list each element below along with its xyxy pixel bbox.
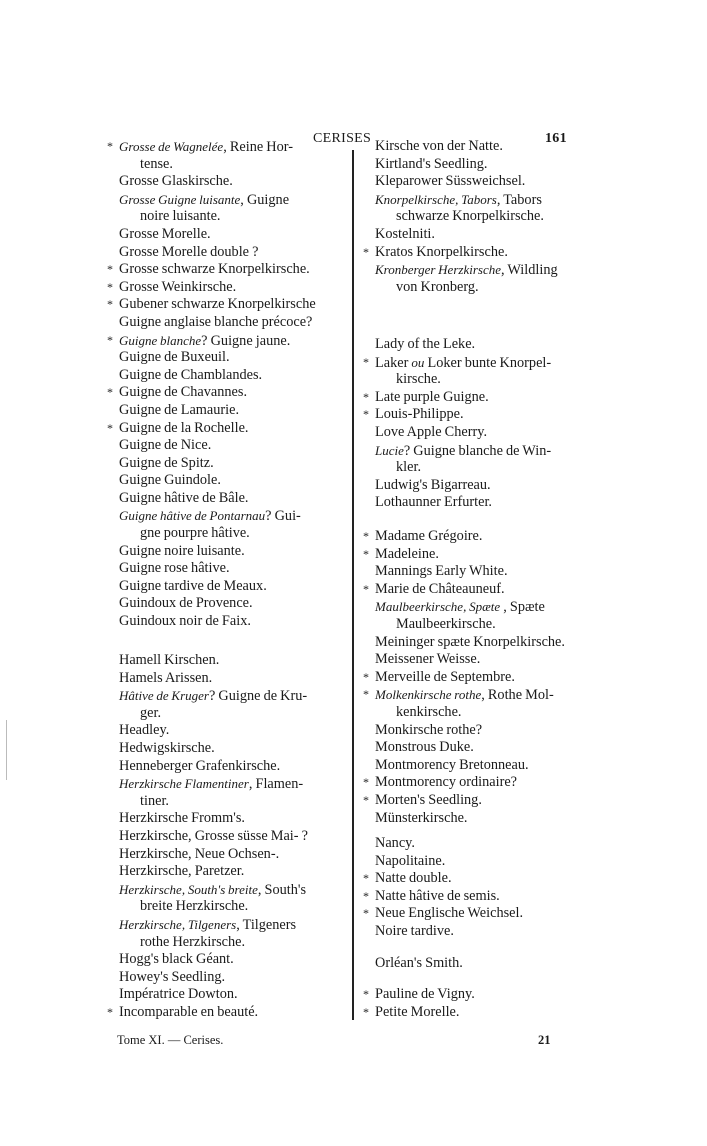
entry-text: Marie de Châteauneuf. xyxy=(375,580,505,597)
entry-line xyxy=(107,578,316,596)
entry-text: tiner. xyxy=(140,792,169,809)
entry-text: Natte double. xyxy=(375,870,452,887)
entry-line xyxy=(363,810,565,828)
entry-line xyxy=(363,923,523,941)
entry-text: Guigne rose hâtive. xyxy=(119,560,230,577)
entry-text: Münsterkirsche. xyxy=(375,809,468,826)
entry-italic-text: Molkenkirsche rothe xyxy=(375,687,482,703)
asterisk-marker-icon: * xyxy=(363,775,369,790)
entry-line xyxy=(107,490,316,508)
entry-text: gne pourpre hâtive. xyxy=(140,525,250,542)
entry-text: Morten's Seedling. xyxy=(375,791,482,808)
entry-text: Montmorency Bretonneau. xyxy=(375,756,529,773)
entry-line xyxy=(363,442,551,460)
right-group-m xyxy=(363,528,565,827)
entry-text: Madame Grégoire. xyxy=(375,528,483,544)
entry-italic-text: Kronberger Herzkirsche xyxy=(375,262,501,278)
entry-line xyxy=(107,595,316,613)
entry-continuation-line xyxy=(107,525,316,543)
asterisk-marker-icon: * xyxy=(363,987,369,1001)
entry-text: , Rothe Mol- xyxy=(481,687,554,704)
entry-line xyxy=(107,244,316,262)
entry-text: Napolitaine. xyxy=(375,852,446,869)
entry-text: Herzkirsche, Neue Ochsen-. xyxy=(119,845,280,862)
entry-text: , Tabors xyxy=(496,191,542,208)
entry-text: Headley. xyxy=(119,722,170,739)
entry-text: Kirtland's Seedling. xyxy=(375,155,488,172)
entry-text: ? Guigne de Kru- xyxy=(208,688,308,705)
scan-margin-mark xyxy=(6,720,7,780)
entry-line xyxy=(363,853,523,871)
asterisk-marker-icon: * xyxy=(107,332,113,347)
left-group-g xyxy=(107,138,316,631)
asterisk-marker-icon: * xyxy=(107,279,113,294)
entry-line xyxy=(363,354,551,372)
entry-continuation-line xyxy=(107,934,308,952)
entry-text: breite Herzkirsche. xyxy=(140,898,249,915)
entry-text: Herzkirsche Fromm's. xyxy=(119,810,245,827)
entry-text: Petite Morelle. xyxy=(375,1003,460,1020)
entry-text: Loker bunte Knorpel- xyxy=(424,354,552,371)
entry-text: Guigne anglaise blanche précoce? xyxy=(119,313,313,330)
entry-line xyxy=(363,261,558,279)
entry-line xyxy=(363,792,565,810)
asterisk-marker-icon: * xyxy=(363,871,369,886)
asterisk-marker-icon: * xyxy=(107,385,113,400)
asterisk-marker-icon: * xyxy=(363,581,369,596)
entry-line xyxy=(363,477,551,495)
entry-text: , Tilgeners xyxy=(236,916,297,933)
entry-line xyxy=(107,951,308,969)
asterisk-marker-icon: * xyxy=(363,529,369,543)
entry-italic-text: Guigne blanche xyxy=(119,332,202,348)
entry-text: schwarze Knorpelkirsche. xyxy=(396,208,544,225)
entry-line xyxy=(363,634,565,652)
page-number: 161 xyxy=(545,131,567,146)
asterisk-marker-icon: * xyxy=(363,669,369,684)
entry-continuation-line xyxy=(363,704,565,722)
entry-text: Noire tardive. xyxy=(375,922,454,939)
asterisk-marker-icon: * xyxy=(363,687,369,702)
entry-line xyxy=(107,349,316,367)
entry-text: Guigne de Lamaurie. xyxy=(119,401,240,418)
entry-text: Ludwig's Bigarreau. xyxy=(375,476,491,493)
entry-line xyxy=(107,969,308,987)
entry-text: Maulbeerkirsche. xyxy=(396,615,496,632)
entry-text: Incomparable en beauté. xyxy=(119,1003,259,1020)
entry-text: Madeleine. xyxy=(375,545,439,562)
entry-text: Merveille de Septembre. xyxy=(375,668,515,685)
entry-text: Lady of the Leke. xyxy=(375,336,476,352)
entry-text: Guigne de Chavannes. xyxy=(119,384,248,401)
entry-line xyxy=(107,810,308,828)
asterisk-marker-icon: * xyxy=(363,792,369,807)
entry-line xyxy=(363,669,565,687)
entry-italic-text: Herzkirsche Flamentiner xyxy=(119,776,249,792)
entry-line xyxy=(107,173,316,191)
entry-line xyxy=(107,846,308,864)
entry-line xyxy=(107,384,316,402)
entry-line xyxy=(107,279,316,297)
entry-line xyxy=(107,332,316,350)
entry-text: ? Guigne blanche de Win- xyxy=(403,442,552,459)
right-group-p xyxy=(363,986,475,1021)
entry-text: Hogg's black Géant. xyxy=(119,951,234,968)
entry-continuation-line xyxy=(107,208,316,226)
entry-text: Kostelniti. xyxy=(375,225,435,242)
left-group-h xyxy=(107,652,308,986)
entry-text: Kratos Knorpelkirsche. xyxy=(375,243,508,260)
entry-line xyxy=(363,888,523,906)
entry-line xyxy=(363,905,523,923)
entry-italic-text: Hâtive de Kruger xyxy=(119,688,209,704)
entry-line xyxy=(107,367,316,385)
entry-line xyxy=(363,986,475,1004)
entry-continuation-line xyxy=(363,459,551,477)
entry-text: Howey's Seedling. xyxy=(119,968,226,985)
asterisk-marker-icon: * xyxy=(107,1004,113,1019)
entry-line xyxy=(363,835,523,853)
entry-text: Guigne de Nice. xyxy=(119,437,212,454)
entry-line xyxy=(363,528,565,546)
entry-italic-text: ou xyxy=(411,354,425,370)
entry-text: kler. xyxy=(396,459,422,476)
entry-line xyxy=(363,138,558,156)
entry-italic-text: Guigne hâtive de Pontarnau xyxy=(119,508,266,524)
entry-line xyxy=(107,758,308,776)
entry-line xyxy=(363,191,558,209)
entry-text: Love Apple Cherry. xyxy=(375,423,488,440)
entry-line xyxy=(107,687,308,705)
entry-text: Montmorency ordinaire? xyxy=(375,774,518,791)
entry-line xyxy=(363,581,565,599)
entry-text: Louis-Philippe. xyxy=(375,406,464,423)
entry-line xyxy=(363,494,551,512)
entry-line xyxy=(363,546,565,564)
entry-line xyxy=(363,955,463,973)
entry-line xyxy=(107,507,316,525)
entry-line xyxy=(363,244,558,262)
entry-line xyxy=(363,336,551,354)
entry-continuation-line xyxy=(363,279,558,297)
entry-text: Guindoux de Provence. xyxy=(119,595,253,612)
entry-line xyxy=(107,402,316,420)
entry-text: ? Gui- xyxy=(265,508,301,525)
entry-line xyxy=(107,652,308,670)
entry-text: Guigne de Chamblandes. xyxy=(119,366,263,383)
entry-line xyxy=(107,226,316,244)
entry-line xyxy=(107,296,316,314)
entry-line xyxy=(107,722,308,740)
entry-line xyxy=(363,757,565,775)
asterisk-marker-icon: * xyxy=(107,420,113,435)
entry-continuation-line xyxy=(107,705,308,723)
entry-text: Lothaunner Erfurter. xyxy=(375,494,493,511)
entry-line xyxy=(363,226,558,244)
asterisk-marker-icon: * xyxy=(363,1004,369,1019)
entry-text: Grosse Morelle. xyxy=(119,225,211,242)
entry-line xyxy=(363,774,565,792)
entry-text: Hamels Arissen. xyxy=(119,669,213,686)
entry-line xyxy=(363,156,558,174)
entry-line xyxy=(107,881,308,899)
entry-text: , Flamen- xyxy=(248,776,304,793)
entry-text: kirsche. xyxy=(396,371,441,388)
asterisk-marker-icon: * xyxy=(363,244,369,259)
entry-text: Grosse Weinkirsche. xyxy=(119,278,237,295)
entry-line xyxy=(363,651,565,669)
entry-continuation-line xyxy=(363,208,558,226)
asterisk-marker-icon: * xyxy=(363,546,369,561)
entry-continuation-line xyxy=(363,616,565,634)
entry-text: Laker xyxy=(375,354,412,371)
entry-line xyxy=(107,472,316,490)
entry-line xyxy=(363,722,565,740)
entry-continuation-line xyxy=(107,898,308,916)
entry-text: Henneberger Grafenkirsche. xyxy=(119,757,281,774)
asterisk-marker-icon: * xyxy=(363,888,369,903)
entry-text: Neue Englische Weichsel. xyxy=(375,905,524,922)
right-group-k xyxy=(363,138,558,296)
entry-text: Guigne de la Rochelle. xyxy=(119,419,249,436)
entry-text: Nancy. xyxy=(375,835,415,851)
entry-line xyxy=(107,455,316,473)
entry-text: Monstrous Duke. xyxy=(375,739,474,756)
right-group-l xyxy=(363,336,551,512)
entry-line xyxy=(107,863,308,881)
left-group-i xyxy=(107,986,258,1021)
entry-line xyxy=(107,261,316,279)
entry-text: Guigne tardive de Meaux. xyxy=(119,577,267,594)
entry-text: Herzkirsche, Paretzer. xyxy=(119,863,245,880)
asterisk-marker-icon: * xyxy=(107,139,113,153)
entry-text: ? Guigne jaune. xyxy=(201,332,291,349)
entry-text: tense. xyxy=(140,155,173,172)
entry-line xyxy=(107,916,308,934)
entry-text: Guigne noire luisante. xyxy=(119,542,245,559)
entry-text: Orléan's Smith. xyxy=(375,955,463,971)
entry-text: Meininger spæte Knorpelkirsche. xyxy=(375,633,565,650)
asterisk-marker-icon: * xyxy=(363,906,369,921)
entry-continuation-line xyxy=(363,371,551,389)
entry-line xyxy=(107,543,316,561)
right-group-n xyxy=(363,835,523,941)
entry-text: Meissener Weisse. xyxy=(375,651,481,668)
entry-line xyxy=(107,613,316,631)
entry-line xyxy=(107,986,258,1004)
entry-text: Late purple Guigne. xyxy=(375,388,489,405)
entry-text: Kleparower Süssweichsel. xyxy=(375,173,526,190)
entry-text: , Reine Hor- xyxy=(223,139,293,155)
entry-line xyxy=(107,828,308,846)
entry-continuation-line xyxy=(107,156,316,174)
entry-text: Grosse schwarze Knorpelkirsche. xyxy=(119,261,310,278)
entry-text: noire luisante. xyxy=(140,208,221,225)
entry-text: Guigne de Buxeuil. xyxy=(119,349,230,366)
entry-text: kenkirsche. xyxy=(396,703,462,720)
entry-text: Guigne de Spitz. xyxy=(119,454,214,471)
entry-line xyxy=(363,870,523,888)
entry-text: ger. xyxy=(140,704,162,721)
entry-text: rothe Herzkirsche. xyxy=(140,933,246,950)
entry-text: Grosse Glaskirsche. xyxy=(119,173,233,190)
entry-italic-text: Herzkirsche, Tilgeners xyxy=(119,916,237,932)
entry-line xyxy=(107,138,316,156)
column-divider xyxy=(352,150,354,1020)
entry-text: Kirsche von der Natte. xyxy=(375,138,503,154)
entry-line xyxy=(363,739,565,757)
entry-line xyxy=(363,1004,475,1022)
entry-text: Gubener schwarze Knorpelkirsche xyxy=(119,296,316,313)
entry-italic-text: Grosse de Wagnelée xyxy=(119,139,224,154)
entry-text: Guindoux noir de Faix. xyxy=(119,613,251,630)
entry-text: , Spæte xyxy=(500,599,545,616)
entry-text: Pauline de Vigny. xyxy=(375,986,475,1002)
entry-line xyxy=(107,560,316,578)
entry-line xyxy=(363,686,565,704)
asterisk-marker-icon: * xyxy=(107,297,113,312)
entry-line xyxy=(107,670,308,688)
asterisk-marker-icon: * xyxy=(363,354,369,369)
asterisk-marker-icon: * xyxy=(363,407,369,422)
entry-line xyxy=(107,437,316,455)
entry-text: Herzkirsche, Grosse süsse Mai- ? xyxy=(119,827,308,844)
entry-line xyxy=(363,389,551,407)
entry-text: Natte hâtive de semis. xyxy=(375,887,500,904)
entry-text: Hedwigskirsche. xyxy=(119,739,215,756)
entry-text: , South's xyxy=(257,881,307,898)
entry-line xyxy=(107,420,316,438)
entry-text: Hamell Kirschen. xyxy=(119,652,220,668)
entry-italic-text: Maulbeerkirsche, Spæte xyxy=(375,599,501,615)
entry-line xyxy=(363,173,558,191)
entry-continuation-line xyxy=(107,793,308,811)
entry-text: Grosse Morelle double ? xyxy=(119,243,259,260)
footer-sheet-number: 21 xyxy=(538,1033,551,1047)
asterisk-marker-icon: * xyxy=(107,262,113,277)
footer-signature: Tome XI. — Cerises. xyxy=(117,1033,224,1047)
entry-line xyxy=(107,1004,258,1022)
running-header-title: CERISES xyxy=(313,131,372,146)
entry-text: Guigne Guindole. xyxy=(119,472,221,489)
entry-text: Monkirsche rothe? xyxy=(375,721,483,738)
entry-text: Mannings Early White. xyxy=(375,563,508,580)
entry-text: , Guigne xyxy=(240,191,290,208)
entry-text: von Kronberg. xyxy=(396,278,479,295)
entry-line xyxy=(107,314,316,332)
entry-italic-text: Herzkirsche, South's breite xyxy=(119,881,258,897)
entry-italic-text: Knorpelkirsche, Tabors xyxy=(375,191,497,207)
entry-text: Impératrice Dowton. xyxy=(119,986,238,1002)
entry-line xyxy=(107,191,316,209)
asterisk-marker-icon: * xyxy=(363,389,369,404)
entry-text: , Wildling xyxy=(501,262,558,279)
entry-line xyxy=(107,740,308,758)
right-group-o xyxy=(363,955,463,973)
entry-text: Guigne hâtive de Bâle. xyxy=(119,489,249,506)
entry-line xyxy=(363,406,551,424)
entry-line xyxy=(363,424,551,442)
entry-italic-text: Grosse Guigne luisante xyxy=(119,191,241,207)
entry-line xyxy=(107,775,308,793)
entry-italic-text: Lucie xyxy=(375,442,404,458)
entry-line xyxy=(363,598,565,616)
entry-line xyxy=(363,563,565,581)
